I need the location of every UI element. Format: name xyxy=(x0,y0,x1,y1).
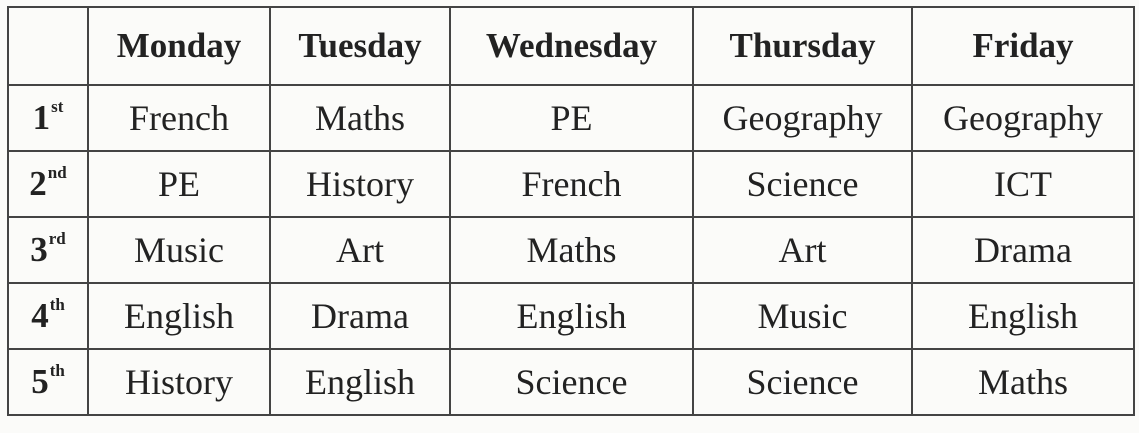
table-cell: French xyxy=(88,85,270,151)
table-cell: ICT xyxy=(912,151,1134,217)
table-cell: Drama xyxy=(912,217,1134,283)
table-cell: Science xyxy=(693,151,912,217)
day-header-tuesday: Tuesday xyxy=(270,7,450,85)
period-label: 1st xyxy=(8,85,88,151)
period-label: 3rd xyxy=(8,217,88,283)
table-row xyxy=(8,151,1134,217)
table-cell: Science xyxy=(693,349,912,415)
table-cell: Maths xyxy=(270,85,450,151)
table-cell: PE xyxy=(450,85,693,151)
table-row xyxy=(8,283,1134,349)
table-cell: Drama xyxy=(270,283,450,349)
period-label: 5th xyxy=(8,349,88,415)
table-cell: PE xyxy=(88,151,270,217)
table-cell: English xyxy=(912,283,1134,349)
table-cell: Geography xyxy=(693,85,912,151)
day-header-wednesday: Wednesday xyxy=(450,7,693,85)
table-cell: History xyxy=(270,151,450,217)
table-cell: Music xyxy=(88,217,270,283)
day-header-monday: Monday xyxy=(88,7,270,85)
table-cell: Art xyxy=(693,217,912,283)
table-cell: English xyxy=(88,283,270,349)
table-cell: French xyxy=(450,151,693,217)
table-row xyxy=(8,217,1134,283)
table-row xyxy=(8,349,1134,415)
period-label: 4th xyxy=(8,283,88,349)
table-cell: Maths xyxy=(912,349,1134,415)
table-cell: History xyxy=(88,349,270,415)
header-row xyxy=(8,7,1134,85)
day-header-friday: Friday xyxy=(912,7,1134,85)
table-cell: English xyxy=(270,349,450,415)
table-cell: Maths xyxy=(450,217,693,283)
table-cell: English xyxy=(450,283,693,349)
table-cell: Science xyxy=(450,349,693,415)
corner-cell xyxy=(8,7,88,85)
table-row xyxy=(8,85,1134,151)
timetable xyxy=(7,6,1135,416)
table-cell: Music xyxy=(693,283,912,349)
table-cell: Art xyxy=(270,217,450,283)
table-cell: Geography xyxy=(912,85,1134,151)
period-label: 2nd xyxy=(8,151,88,217)
day-header-thursday: Thursday xyxy=(693,7,912,85)
